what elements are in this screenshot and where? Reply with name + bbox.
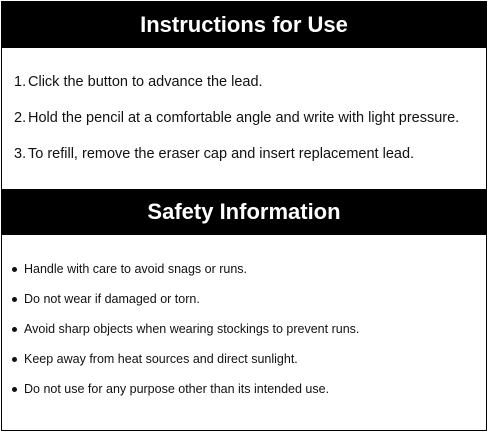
step-number: 1. (14, 74, 27, 90)
safety-header (2, 189, 486, 235)
safety-item (12, 344, 477, 374)
bullet-icon (12, 387, 17, 392)
step-text: Hold the pencil at a comfortable angle and write with light pressure. (28, 110, 460, 126)
instruction-step (14, 136, 479, 172)
safety-title: Safety Information (147, 199, 341, 224)
instructions-list (14, 64, 479, 172)
instruction-step (14, 64, 479, 100)
instruction-label-panel (1, 1, 487, 431)
safety-item-text: Do not use for any purpose other than its intended use. (24, 382, 330, 396)
safety-item (12, 254, 477, 284)
step-number: 2. (14, 110, 27, 126)
instructions-header (2, 2, 486, 48)
instruction-step (14, 100, 479, 136)
safety-item-text: Handle with care to avoid snags or runs. (24, 262, 248, 276)
safety-list (12, 254, 477, 404)
safety-item-text: Keep away from heat sources and direct sunlight. (24, 352, 298, 366)
bullet-icon (12, 267, 17, 272)
safety-item (12, 374, 477, 404)
bullet-icon (12, 357, 17, 362)
safety-item-text: Avoid sharp objects when wearing stockings to prevent runs. (24, 322, 360, 336)
bullet-icon (12, 327, 17, 332)
instructions-title: Instructions for Use (140, 12, 348, 37)
step-text: Click the button to advance the lead. (28, 74, 263, 90)
step-number: 3. (14, 146, 27, 162)
safety-item (12, 314, 477, 344)
step-text: To refill, remove the eraser cap and insert replacement lead. (28, 146, 415, 162)
bullet-icon (12, 297, 17, 302)
safety-item-text: Do not wear if damaged or torn. (24, 292, 200, 306)
safety-item (12, 284, 477, 314)
